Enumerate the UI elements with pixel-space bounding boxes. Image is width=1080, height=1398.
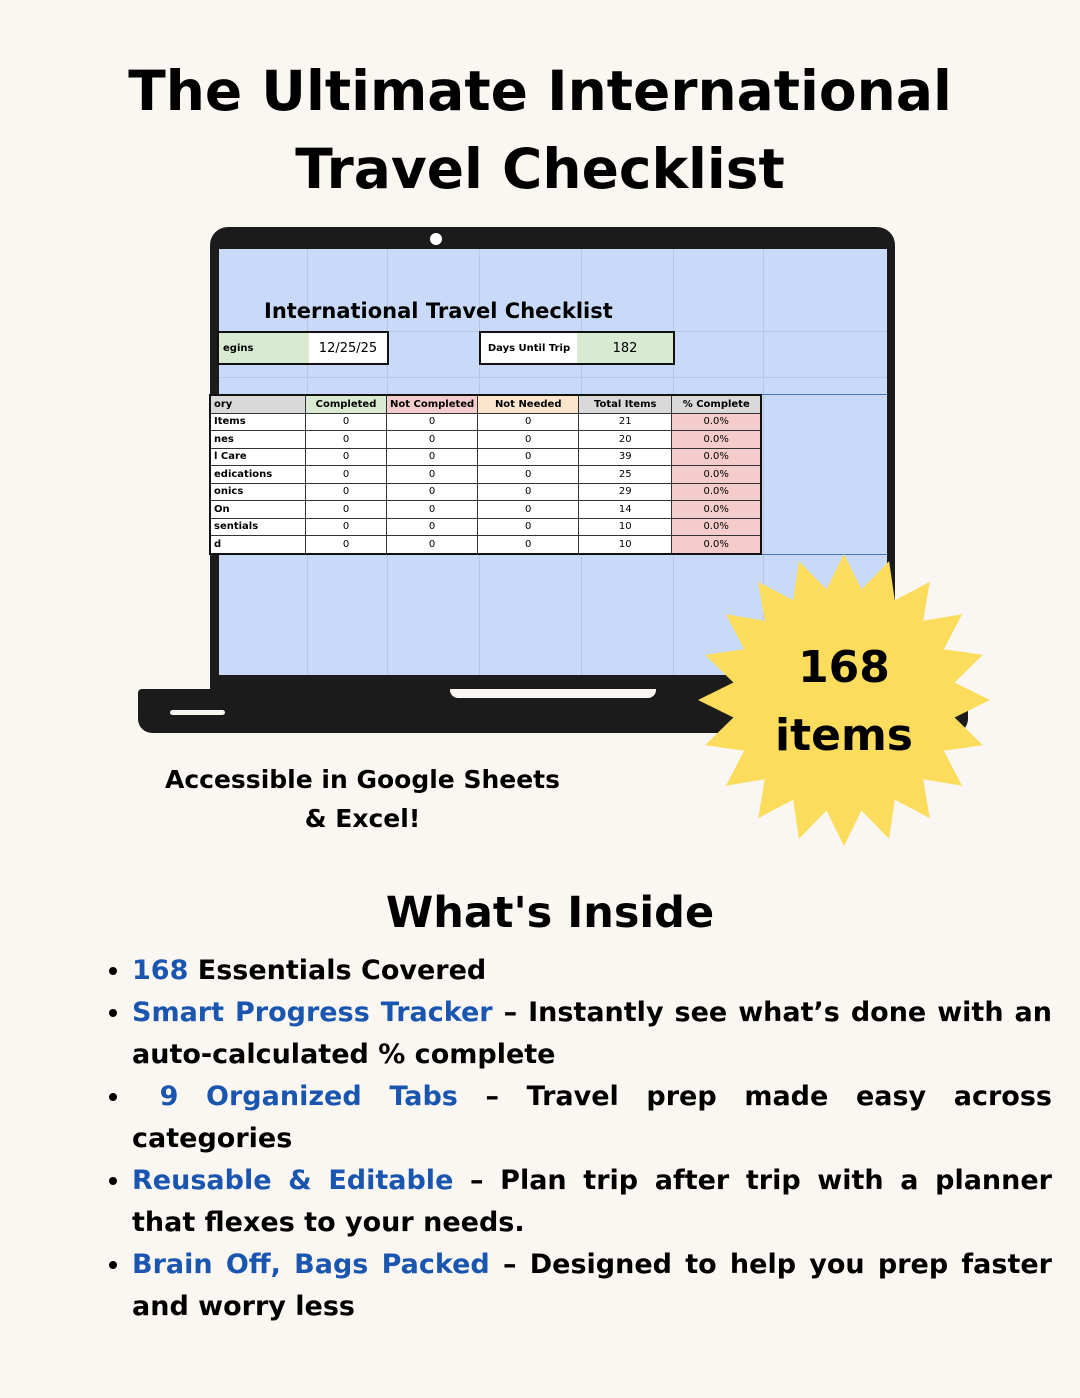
cell-not-needed[interactable]: 0 [478,413,579,431]
accessibility-note: Accessible in Google Sheets & Excel! [164,765,560,833]
cell-category[interactable]: Items [210,413,306,431]
cell-pct-complete[interactable]: 0.0% [672,518,762,536]
cell-completed[interactable]: 0 [306,413,387,431]
cell-total-items[interactable]: 29 [579,483,672,501]
list-item [132,1244,1052,1328]
sheet-title: International Travel Checklist [264,299,613,323]
cell-completed[interactable]: 0 [306,536,387,554]
cell-total-items[interactable]: 25 [579,466,672,484]
table-row [210,518,761,536]
cell-completed[interactable]: 0 [306,448,387,466]
cell-completed[interactable]: 0 [306,431,387,449]
item-count-badge [696,552,992,848]
cell-pct-complete[interactable]: 0.0% [672,483,762,501]
table-row [210,483,761,501]
cell-not-completed[interactable]: 0 [387,431,478,449]
cell-completed[interactable]: 0 [306,501,387,519]
feature-text: Essentials Covered [188,955,487,986]
cell-pct-complete[interactable]: 0.0% [672,536,762,554]
cell-total-items[interactable]: 20 [579,431,672,449]
feature-highlight: 9 Organized Tabs [132,1081,458,1112]
cell-not-completed[interactable]: 0 [387,518,478,536]
feature-text: – Travel prep made easy across categories [132,1081,1053,1154]
list-item [132,1160,1052,1244]
feature-list [100,950,1052,1328]
cell-not-needed[interactable]: 0 [478,448,579,466]
feature-text: – Designed to help you prep faster and worry less [132,1249,1052,1322]
cell-completed[interactable]: 0 [306,518,387,536]
table-row [210,466,761,484]
days-until-trip-value[interactable]: 182 [577,333,673,363]
table-row [210,448,761,466]
list-item [132,1076,1052,1160]
cell-not-needed[interactable]: 0 [478,483,579,501]
cell-not-completed[interactable]: 0 [387,413,478,431]
cell-total-items[interactable]: 39 [579,448,672,466]
cell-total-items[interactable]: 21 [579,413,672,431]
camera-dot [430,233,442,245]
cell-category[interactable]: d [210,536,306,554]
cell-not-needed[interactable]: 0 [478,536,579,554]
cell-category[interactable]: On [210,501,306,519]
cell-category[interactable]: l Care [210,448,306,466]
cell-not-completed[interactable]: 0 [387,536,478,554]
cell-total-items[interactable]: 10 [579,518,672,536]
header-category: ory [210,395,306,413]
cell-not-completed[interactable]: 0 [387,501,478,519]
cell-category[interactable]: edications [210,466,306,484]
days-until-trip-box[interactable] [479,331,675,365]
cell-completed[interactable]: 0 [306,466,387,484]
cell-pct-complete[interactable]: 0.0% [672,413,762,431]
section-heading: What's Inside [385,888,715,938]
table-row [210,431,761,449]
header-not-completed: Not Completed [387,395,478,413]
page-title: The Ultimate International Travel Checklist [128,59,952,201]
cell-not-needed[interactable]: 0 [478,501,579,519]
feature-text: – Plan trip after trip with a planner that flexes to your needs. [132,1165,1053,1238]
table-row [210,501,761,519]
feature-highlight: Smart Progress Tracker [132,997,493,1028]
laptop-notch [450,689,656,698]
laptop-slit [170,710,225,715]
cell-not-completed[interactable]: 0 [387,483,478,501]
header-pct-complete: % Complete [672,395,762,413]
trip-begins-box[interactable] [217,331,389,365]
header-total-items: Total Items [579,395,672,413]
cell-not-needed[interactable]: 0 [478,466,579,484]
header-completed: Completed [306,395,387,413]
grid-line [219,377,887,378]
cell-not-needed[interactable]: 0 [478,431,579,449]
cell-pct-complete[interactable]: 0.0% [672,466,762,484]
header-not-needed: Not Needed [478,395,579,413]
table-header-row [210,395,761,413]
badge-text [696,634,992,770]
list-item [132,950,1052,992]
badge-count: 168 [798,642,890,693]
cell-total-items[interactable]: 10 [579,536,672,554]
cell-not-needed[interactable]: 0 [478,518,579,536]
table-row [210,413,761,431]
trip-begins-label: egins [219,333,309,363]
cell-category[interactable]: sentials [210,518,306,536]
cell-pct-complete[interactable]: 0.0% [672,431,762,449]
cell-total-items[interactable]: 14 [579,501,672,519]
badge-unit: items [775,710,913,761]
cell-category[interactable]: onics [210,483,306,501]
cell-pct-complete[interactable]: 0.0% [672,448,762,466]
feature-highlight: Reusable & Editable [132,1165,454,1196]
category-summary-table [209,394,762,555]
feature-highlight: 168 [132,955,189,986]
trip-begins-value[interactable]: 12/25/25 [318,340,378,356]
cell-not-completed[interactable]: 0 [387,466,478,484]
cell-pct-complete[interactable]: 0.0% [672,501,762,519]
cell-category[interactable]: nes [210,431,306,449]
cell-completed[interactable]: 0 [306,483,387,501]
cell-not-completed[interactable]: 0 [387,448,478,466]
list-item [132,992,1052,1076]
days-until-trip-label: Days Until Trip [481,333,577,363]
feature-highlight: Brain Off, Bags Packed [132,1249,490,1280]
feature-text: – Instantly see what’s done with an auto-calculated % complete [132,997,1052,1070]
table-row [210,536,761,554]
